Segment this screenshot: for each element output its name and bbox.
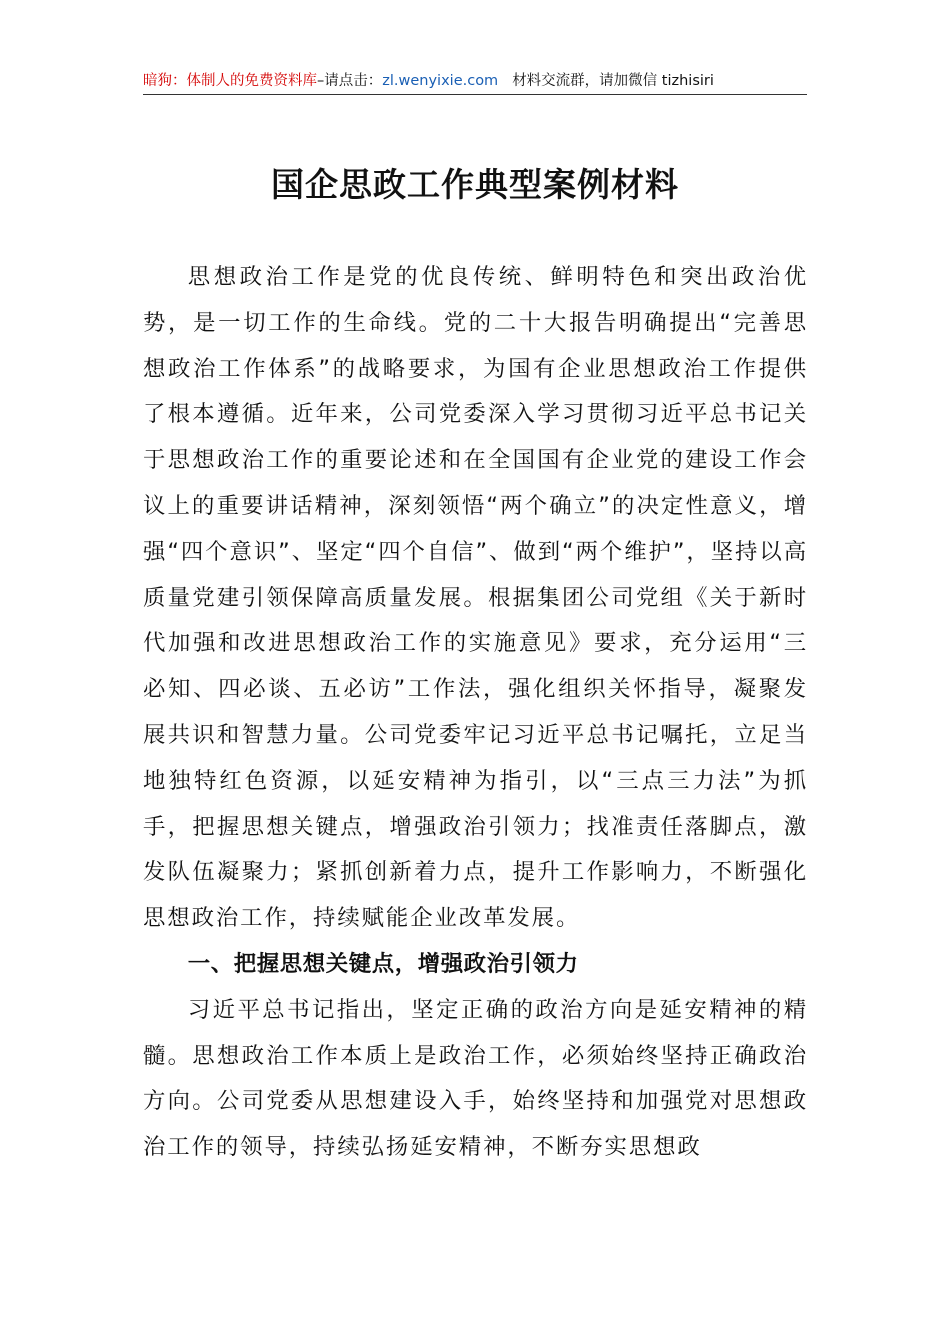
intro-paragraph: 思想政治工作是党的优良传统、鲜明特色和突出政治优势，是一切工作的生命线。党的二十大报告明确提出“完善思想政治工作体系”的战略要求，为国有企业思想政治工作提供了根本遵循。近年来，公司党委深入学习贯彻习近平总书记关于思想政治工作的重要论述和在全国国有企业党的建设工作会议上的重要讲话精神，深刻领悟“两个确立”的决定性意义，增强“四个意识”、坚定“四个自信”、做到“两个维护”，坚持以高质量党建引领保障高质量发展。根据集团公司党组《关于新时代加强和改进思想政治工作的实施意见》要求，充分运用“三必知、四必谈、五必访”工作法，强化组织关怀指导，凝聚发展共识和智慧力量。公司党委牢记习近平总书记嘱托，立足当地独特红色资源，以延安精神为指引，以“三点三力法”为抓手，把握思想关键点，增强政治引领力；找准责任落脚点，激发队伍凝聚力；紧抓创新着力点，提升工作影响力，不断强化思想政治工作，持续赋能企业改革发展。 [143, 264, 808, 932]
header-website-link[interactable]: zl.wenyixie.com [382, 73, 499, 89]
section-1-paragraph: 习近平总书记指出，坚定正确的政治方向是延安精神的精髓。思想政治工作本质上是政治工作，必须始终坚持正确政治方向。公司党委从思想建设入手，始终坚持和加强党对思想政治工作的领导，持续弘扬延安精神，不断夯实思想政 [143, 996, 808, 1161]
header-click-prefix: –请点击： [317, 73, 383, 89]
document-title: 国企思政工作典型案例材料 [271, 165, 679, 204]
document-body [143, 255, 808, 1171]
header-brand-text: 暗狗：体制人的免费资料库 [143, 73, 317, 89]
page-header-banner [143, 70, 807, 95]
section-heading-1: 一、把握思想关键点，增强政治引领力 [187, 950, 579, 977]
header-wechat-group-text: 材料交流群，请加微信 tizhisiri [512, 73, 714, 89]
